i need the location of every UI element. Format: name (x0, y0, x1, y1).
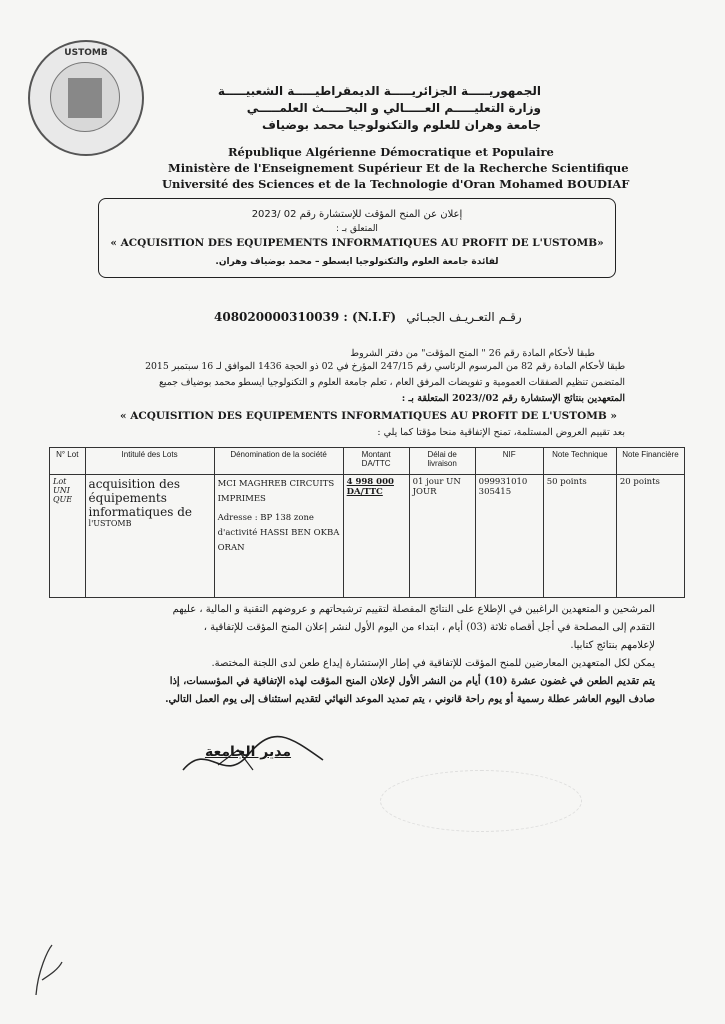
university-seal (28, 40, 144, 156)
body-line-2: التقدم إلى المصلحة في أجل أقصاه ثلاثة (03) أيام ، ابتداء من اليوم الأول لنشر إعلان المنح المؤقت للإتفاقية ، (203, 622, 655, 633)
cell-montant: 4 998 000 DA/TTC (343, 475, 409, 598)
announcement-title: إعلان عن المنح المؤقت للإستشارة رقم 02 /2023 (251, 209, 463, 220)
announcement-subject: « ACQUISITION DES EQUIPEMENTS INFORMATIQUES AU PROFIT DE L'USTOMB» (110, 237, 604, 249)
header-fr-republic: République Algérienne Démocratique et Populaire (228, 145, 554, 159)
legal-ref-1: طبقا لأحكام المادة رقم 26 " المنح المؤقت" من دفتر الشروط (350, 348, 595, 359)
cell-nif: 099931010 305415 (475, 475, 543, 598)
table-row (50, 475, 685, 598)
col-intitule: Intitulé des Lots (85, 448, 214, 475)
header-ar-university: جامعة وهران للعلوم والتكنولوجيا محمد بوضياف (262, 118, 541, 132)
cell-societe (214, 475, 343, 598)
faded-stamp (380, 770, 582, 832)
col-societe: Dénomination de la société (214, 448, 343, 475)
seal-title: USTOMB (64, 48, 108, 58)
cell-societe-address: Adresse : BP 138 zone d'activité HASSI BEN OKBA ORAN (217, 513, 340, 553)
cell-intitule (85, 475, 214, 598)
cell-delai: 01 jour UN JOUR (409, 475, 475, 598)
cell-intitule-main: acquisition des équipements informatiques de (88, 477, 192, 519)
director-signature (178, 730, 328, 790)
table-header-row (50, 448, 685, 475)
legal-ref-3: المتضمن تنظيم الصفقات العمومية و تفويضات المرفق العام ، تعلم جامعة العلوم و التكنولوجيا ايسطو محمد بوضياف جميع (158, 377, 625, 388)
cell-societe-name: MCI MAGHREB CIRCUITS IMPRIMES (217, 479, 335, 504)
col-lot: N° Lot (50, 448, 86, 475)
header-fr-university: Université des Sciences et de la Technologie d'Oran Mohamed BOUDIAF (162, 177, 630, 191)
body-line-4: يمكن لكل المتعهدين المعارضين للمنح المؤقت للإتفاقية في إطار الإستشارة إيداع طعن لدى اللجنة المختصة. (211, 658, 655, 669)
col-nif: NIF (475, 448, 543, 475)
col-montant: Montant DA/TTC (343, 448, 409, 475)
body-line-6: صادف اليوم العاشر عطلة رسمية أو يوم راحة قانوني ، يتم تمديد الموعد النهائي لتقديم استئناف إلى يوم العمل التالي. (165, 694, 655, 705)
cell-note-fin: 20 points (616, 475, 684, 598)
header-ar-ministry: وزارة التعليـــــم العـــــالي و البحـــــث العلمـــــي (246, 101, 541, 115)
nif-value: 408020000310039 : (N.I.F) (214, 310, 397, 324)
results-subject: « ACQUISITION DES EQUIPEMENTS INFORMATIQUES AU PROFIT DE L'USTOMB » (120, 410, 617, 422)
body-line-5: يتم تقديم الطعن في غضون عشرة (10) أيام من النشر الأول لإعلان المنح المؤقت لهذه الإتفاقية في المؤسسات، إذا (169, 676, 655, 687)
results-table (49, 447, 685, 598)
announcement-box (98, 198, 616, 278)
body-line-3: لإعلامهم بنتائج كتابيا. (570, 640, 655, 651)
header-fr-ministry: Ministère de l'Enseignement Supérieur Et de la Recherche Scientifique (168, 161, 629, 175)
col-note-fin: Note Financière (616, 448, 684, 475)
cell-intitule-sub: l'USTOMB (88, 519, 132, 528)
signature-label: مدير الجامعة (204, 744, 292, 760)
legal-ref-2: طبقا لأحكام المادة رقم 82 من المرسوم الرئاسي رقم 247/15 المؤرخ في 02 ذو الحجة 1436 الموافق لـ 16 سبتمبر 2015 (145, 361, 625, 372)
header-ar-republic: الجمهوريـــــة الجزائريـــــة الديمقراطيـــــة الشعبيـــــة (217, 84, 541, 98)
cell-lot: Lot UNI QUE (50, 475, 86, 598)
legal-ref-4: المتعهدين بنتائج الإستشارة رقم 02//2023 المتعلقة بـ : (401, 393, 625, 404)
nif-line (214, 310, 554, 324)
announcement-subject-label: المتعلق بـ : (336, 224, 378, 234)
evaluation-intro: بعد تقييم العروض المستلمة، تمنح الإتفاقية منحا مؤقتا كما يلي : (377, 427, 625, 438)
cell-note-tech: 50 points (543, 475, 616, 598)
announcement-beneficiary: لفائدة جامعة العلوم والتكنولوجيا ايسطو – محمد بوضياف وهران. (215, 257, 499, 267)
body-line-1: المرشحين و المتعهدين الراغبين في الإطلاع على النتائج المفصلة لتقييم ترشيحاتهم و عروضهم التقنية و المالية ، عليهم (172, 604, 655, 615)
col-note-tech: Note Technique (543, 448, 616, 475)
seal-building-icon (68, 78, 102, 118)
col-delai: Délai de livraison (409, 448, 475, 475)
nif-label: رقـم التعـريـف الجبـائي (406, 310, 522, 324)
initials-signature (28, 940, 68, 1000)
